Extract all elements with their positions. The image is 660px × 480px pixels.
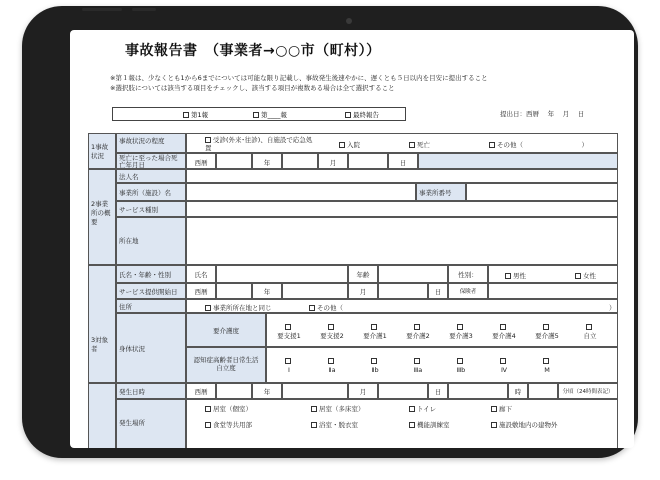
sex-female-label: 女性: [583, 272, 596, 280]
dem-row-option[interactable]: [271, 357, 307, 375]
checkbox-icon[interactable]: [371, 324, 377, 330]
checkbox-icon[interactable]: [205, 137, 211, 143]
care-row-option[interactable]: [443, 323, 479, 341]
place-4[interactable]: [491, 404, 512, 413]
care-row-option[interactable]: [314, 323, 350, 341]
death-day-input[interactable]: [348, 153, 388, 169]
care-row-option[interactable]: [400, 323, 436, 341]
checkbox-icon[interactable]: [489, 142, 495, 148]
checkbox-icon[interactable]: [309, 305, 315, 311]
section1-label: 1事故状況: [88, 133, 116, 169]
place-1[interactable]: [205, 404, 252, 413]
volume-button: [82, 8, 122, 11]
sex-label: 性別：: [448, 265, 488, 283]
document-screen: [70, 30, 634, 448]
occ-minute-input[interactable]: [528, 383, 558, 399]
page-title: 事故報告書 （事業者→○○市（町村））: [125, 43, 381, 59]
dem-row-option-label: Ⅲb: [456, 366, 466, 374]
place-2-label: 居室（多床室）: [319, 405, 365, 413]
care-row-option[interactable]: [529, 323, 565, 341]
occurrence-time-label: 発生日時: [116, 383, 186, 399]
severity-opt-3-label: 死亡: [417, 141, 430, 149]
checkbox-icon[interactable]: [409, 142, 415, 148]
report-nth[interactable]: [253, 110, 287, 119]
place-8[interactable]: [491, 420, 558, 429]
death-month-unit: 月: [318, 153, 348, 169]
sex-male[interactable]: [505, 271, 526, 280]
residence-options: [186, 299, 618, 313]
start-year-input[interactable]: [216, 283, 252, 299]
start-month-input[interactable]: [282, 283, 348, 299]
care-row-option-label: 要介護2: [406, 332, 430, 340]
severity-opt-3[interactable]: [409, 140, 430, 149]
occ-day-unit: 日: [428, 383, 448, 399]
section2-label: 2事業所の概要: [88, 169, 116, 265]
dem-row-option[interactable]: [357, 357, 393, 375]
report-first[interactable]: [183, 110, 208, 119]
occ-minute-note: 分頃（24時間表記）: [558, 383, 618, 399]
checkbox-icon[interactable]: [205, 422, 211, 428]
place-6[interactable]: [311, 420, 358, 429]
report-nth-label: 第____報: [261, 111, 287, 119]
occ-month-input[interactable]: [282, 383, 348, 399]
death-year-input[interactable]: [216, 153, 252, 169]
report-type-box: [112, 107, 406, 121]
dem-row-option[interactable]: [529, 357, 565, 375]
death-date-label: 死亡に至った場合死亡年月日: [116, 153, 186, 169]
occ-year-input[interactable]: [216, 383, 252, 399]
severity-opt-4-label: その他（ ）: [497, 141, 588, 149]
name-label: 氏名: [186, 265, 216, 283]
care-row-option-label: 要介護5: [535, 332, 559, 340]
section4-label: [88, 383, 116, 448]
checkbox-icon[interactable]: [505, 273, 511, 279]
report-first-label: 第1報: [191, 111, 209, 119]
care-row-option-label: 要介護3: [449, 332, 473, 340]
care-level-label: 要介護度: [186, 313, 266, 347]
death-blank: [418, 153, 618, 169]
checkbox-icon[interactable]: [409, 406, 415, 412]
checkbox-icon[interactable]: [253, 112, 259, 118]
care-level-options: [266, 313, 618, 347]
checkbox-icon[interactable]: [457, 324, 463, 330]
checkbox-icon[interactable]: [311, 422, 317, 428]
power-button: [132, 8, 156, 11]
place-5[interactable]: [205, 420, 252, 429]
occ-era: 西暦: [186, 383, 216, 399]
checkbox-icon[interactable]: [543, 358, 549, 364]
severity-options: [186, 133, 618, 153]
residence-same[interactable]: [205, 303, 272, 312]
dem-row-option[interactable]: [486, 357, 522, 375]
care-row-option-label: 自立: [583, 332, 597, 340]
dem-row-option-label: Ⅰ: [288, 366, 290, 374]
checkbox-icon[interactable]: [491, 406, 497, 412]
place-3-label: トイレ: [417, 405, 437, 413]
report-final[interactable]: [345, 110, 379, 119]
start-year-unit: 年: [252, 283, 282, 299]
section3-label: 3対象者: [88, 265, 116, 383]
checkbox-icon[interactable]: [371, 358, 377, 364]
checkbox-icon[interactable]: [414, 358, 420, 364]
checkbox-icon[interactable]: [285, 358, 291, 364]
checkbox-icon[interactable]: [586, 324, 592, 330]
service-type-input[interactable]: [186, 201, 618, 217]
dem-row-option-label: Ⅱb: [371, 366, 379, 374]
note-line-2: ※選択肢については該当する項目をチェックし、該当する項目が複数ある場合は全て選択すること: [110, 84, 395, 92]
checkbox-icon[interactable]: [500, 324, 506, 330]
occ-year-unit: 年: [252, 383, 282, 399]
care-row-option[interactable]: [486, 323, 522, 341]
corp-name-label: 法人名: [116, 169, 186, 183]
address-input[interactable]: [186, 217, 618, 265]
dem-row-option-label: Ⅱa: [328, 366, 336, 374]
care-row-option[interactable]: [271, 323, 307, 341]
care-row-option-label: 要介護1: [363, 332, 387, 340]
death-year-unit: 年: [252, 153, 282, 169]
occ-hour-unit: 時: [508, 383, 528, 399]
residence-other-label: その他（: [317, 304, 343, 312]
facility-name-label: 事業所（施設）名: [116, 183, 186, 201]
place-2[interactable]: [311, 404, 365, 413]
place-options: [186, 399, 618, 448]
start-day-input[interactable]: [378, 283, 428, 299]
checkbox-icon[interactable]: [543, 324, 549, 330]
severity-opt-2-label: 入院: [347, 141, 360, 149]
tablet-frame: [22, 6, 638, 458]
dem-row-option[interactable]: [443, 357, 479, 375]
checkbox-icon[interactable]: [205, 406, 211, 412]
place-6-label: 浴室・脱衣室: [319, 421, 358, 429]
place-7[interactable]: [409, 420, 450, 429]
camera-icon: [346, 18, 352, 24]
occ-month-unit: 月: [348, 383, 378, 399]
name-input[interactable]: [216, 265, 348, 283]
death-day-unit: 日: [388, 153, 418, 169]
checkbox-icon[interactable]: [457, 358, 463, 364]
insured-input[interactable]: [488, 283, 618, 299]
checkbox-icon[interactable]: [311, 406, 317, 412]
note-line-1: ※第１報は、少なくとも1から6までについては可能な限り記載し、事故発生後速やかに、遅くとも５日以内を目安に提出すること: [110, 74, 488, 82]
report-final-label: 最終報告: [353, 111, 379, 119]
sex-female[interactable]: [575, 271, 596, 280]
age-label: 年齢: [348, 265, 378, 283]
checkbox-icon[interactable]: [409, 422, 415, 428]
corp-name-input[interactable]: [186, 169, 618, 183]
dementia-options: [266, 347, 618, 383]
dem-row-option-label: Ⅲa: [413, 366, 423, 374]
place-1-label: 居室（個室）: [213, 405, 252, 413]
checkbox-icon[interactable]: [285, 324, 291, 330]
severity-opt-1-label: 受診(外来･往診)、自施設で応急処置: [205, 136, 313, 152]
age-input[interactable]: [378, 265, 448, 283]
dem-row-option-label: M: [544, 366, 550, 374]
dem-row-option[interactable]: [400, 357, 436, 375]
residence-close-paren: ）: [609, 304, 616, 312]
facility-name-input[interactable]: [186, 183, 416, 201]
care-row-option-label: 要支援2: [320, 332, 344, 340]
care-row-option[interactable]: [572, 323, 608, 341]
dem-row-option[interactable]: [314, 357, 350, 375]
checkbox-icon[interactable]: [345, 112, 351, 118]
checkbox-icon[interactable]: [500, 358, 506, 364]
form-table: [88, 133, 618, 448]
submission-date: 提出日：西暦 年 月 日: [500, 110, 585, 118]
address-label: 所在地: [116, 217, 186, 265]
death-month-input[interactable]: [282, 153, 318, 169]
start-day-unit: 日: [428, 283, 448, 299]
severity-opt-2[interactable]: [339, 140, 360, 149]
checkbox-icon[interactable]: [491, 422, 497, 428]
care-row-option-label: 要介護4: [492, 332, 516, 340]
dementia-label: 認知症高齢者日常生活自立度: [186, 347, 266, 383]
sex-options: [488, 265, 618, 283]
checkbox-icon[interactable]: [339, 142, 345, 148]
severity-label: 事故状況の程度: [116, 133, 186, 153]
occ-day-input[interactable]: [378, 383, 428, 399]
checkbox-icon[interactable]: [414, 324, 420, 330]
death-era: 西暦: [186, 153, 216, 169]
place-3[interactable]: [409, 404, 436, 413]
place-4-label: 廊下: [499, 405, 512, 413]
care-row-option-label: 要支援1: [277, 332, 301, 340]
sex-male-label: 男性: [513, 272, 526, 280]
checkbox-icon[interactable]: [205, 305, 211, 311]
insured-label: 保険者: [448, 283, 488, 299]
residence-other[interactable]: [309, 303, 343, 312]
facility-no-label: 事業所番号: [416, 183, 466, 201]
dem-row-option-label: Ⅳ: [501, 366, 507, 374]
facility-no-input[interactable]: [466, 183, 618, 201]
residence-label: 住所: [116, 299, 186, 313]
place-5-label: 食堂等共用部: [213, 421, 252, 429]
physical-label: 身体状況: [116, 313, 186, 383]
checkbox-icon[interactable]: [328, 324, 334, 330]
checkbox-icon[interactable]: [183, 112, 189, 118]
severity-opt-1[interactable]: [205, 136, 315, 152]
service-start-label: サービス提供開始日: [116, 283, 186, 299]
checkbox-icon[interactable]: [575, 273, 581, 279]
place-8-label: 施設敷地内の建物外: [499, 421, 558, 429]
care-row-option[interactable]: [357, 323, 393, 341]
checkbox-icon[interactable]: [328, 358, 334, 364]
service-type-label: サービス種別: [116, 201, 186, 217]
severity-opt-4[interactable]: [489, 140, 588, 149]
start-month-unit: 月: [348, 283, 378, 299]
start-era: 西暦: [186, 283, 216, 299]
residence-same-label: 事業所所在地と同じ: [213, 304, 272, 312]
occ-hour-input[interactable]: [448, 383, 508, 399]
place-7-label: 機能訓練室: [417, 421, 450, 429]
name-age-sex-label: 氏名・年齢・性別: [116, 265, 186, 283]
place-label: 発生場所: [116, 399, 186, 448]
